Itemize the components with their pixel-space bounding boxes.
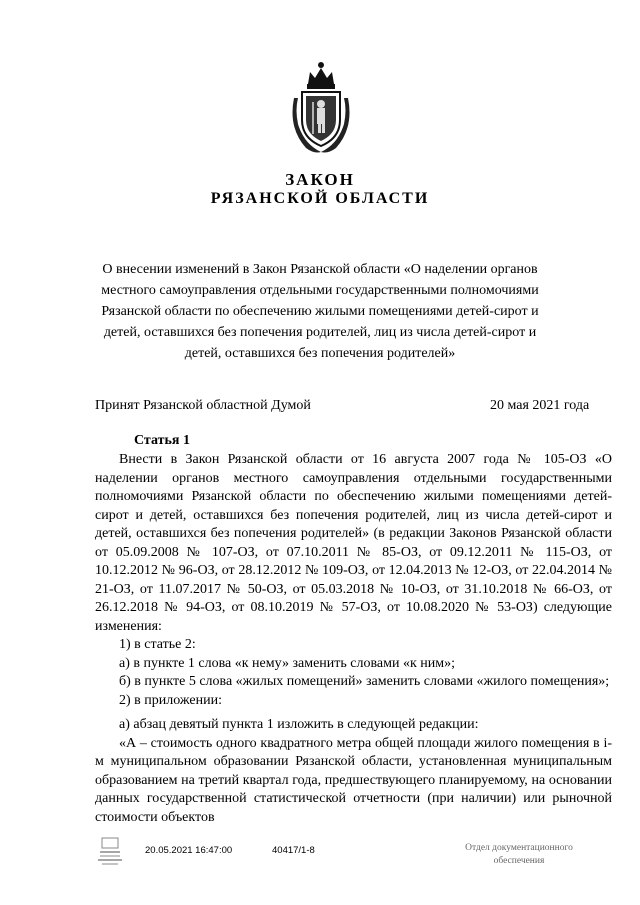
paragraph: б) в пункте 5 слова «жилых помещений» заменить словами «жилого помещения»; (119, 674, 610, 689)
article-body (95, 451, 612, 827)
paragraph: «А – стоимость одного квадратного метра общей площади жилого помещения в i-м муниципальном образовании Рязанской области, установленная муниципальным образованием на третий квартал года, предшествующего планируемому, на основании данных государственной статистической отчетности (при наличии) или рыночной стоимости объектов (95, 735, 612, 825)
article-heading: Статья 1 (134, 433, 190, 448)
adoption-date: 20 мая 2021 года (490, 398, 590, 413)
law-title: О внесении изменений в Закон Рязанской области «О наделении органов местного самоуправления отдельными государственными полномочиями Рязанской области по обеспечению жилыми помещениями детей-сирот и детей, оставшихся без попечения родителей, лиц из числа детей-сирот и детей, оставшихся без попечения родителей» (101, 262, 539, 361)
paragraph: 1) в статье 2: (119, 637, 196, 652)
paragraph: Внести в Закон Рязанской области от 16 августа 2007 года № 105-ОЗ «О наделении органов местного самоуправления отдельными государственными полномочиями Рязанской области по обеспечению жилыми помещениями детей-сирот и детей, оставшихся без попечения родителей, лиц из числа детей-сирот и детей, оставшихся без попечения родителей» (в редакции Законов Рязанской области от 05.09.2008 № 107-ОЗ, от 07.10.2011 № 85-ОЗ, от 09.12.2011 № 115-ОЗ, от 10.12.2012 № 96-ОЗ, от 28.12.2012 № 109-ОЗ, от 12.04.2013 № 12-ОЗ, от 22.04.2014 № 21-ОЗ, от 11.07.2017 № 50-ОЗ, от 05.03.2018 № 10-ОЗ, от 31.10.2018 № 66-ОЗ, от 26.12.2018 № 94-ОЗ, от 08.10.2019 № 57-ОЗ, от 10.08.2020 № 53-ОЗ) следующие изменения: (95, 452, 612, 634)
paragraph: 2) в приложении: (119, 692, 222, 708)
department-stamp (454, 842, 584, 868)
region-heading: РЯЗАНСКОЙ ОБЛАСТИ (210, 190, 430, 207)
footer-reg-number: 40417/1-8 (272, 845, 315, 856)
footer-timestamp: 20.05.2021 16:47:00 (145, 845, 233, 856)
adopted-by: Принят Рязанской областной Думой (95, 398, 311, 413)
registry-stamp-icon (96, 836, 124, 866)
paragraph: а) в пункте 1 слова «к нему» заменить словами «к ним»; (119, 655, 456, 671)
paragraph: а) абзац девятый пункта 1 изложить в следующей редакции: (119, 717, 479, 732)
department-line: Отдел документационного (465, 843, 573, 853)
coat-of-arms-icon (284, 58, 358, 156)
law-heading: ЗАКОН (285, 170, 355, 189)
department-line: обеспечения (493, 856, 545, 866)
